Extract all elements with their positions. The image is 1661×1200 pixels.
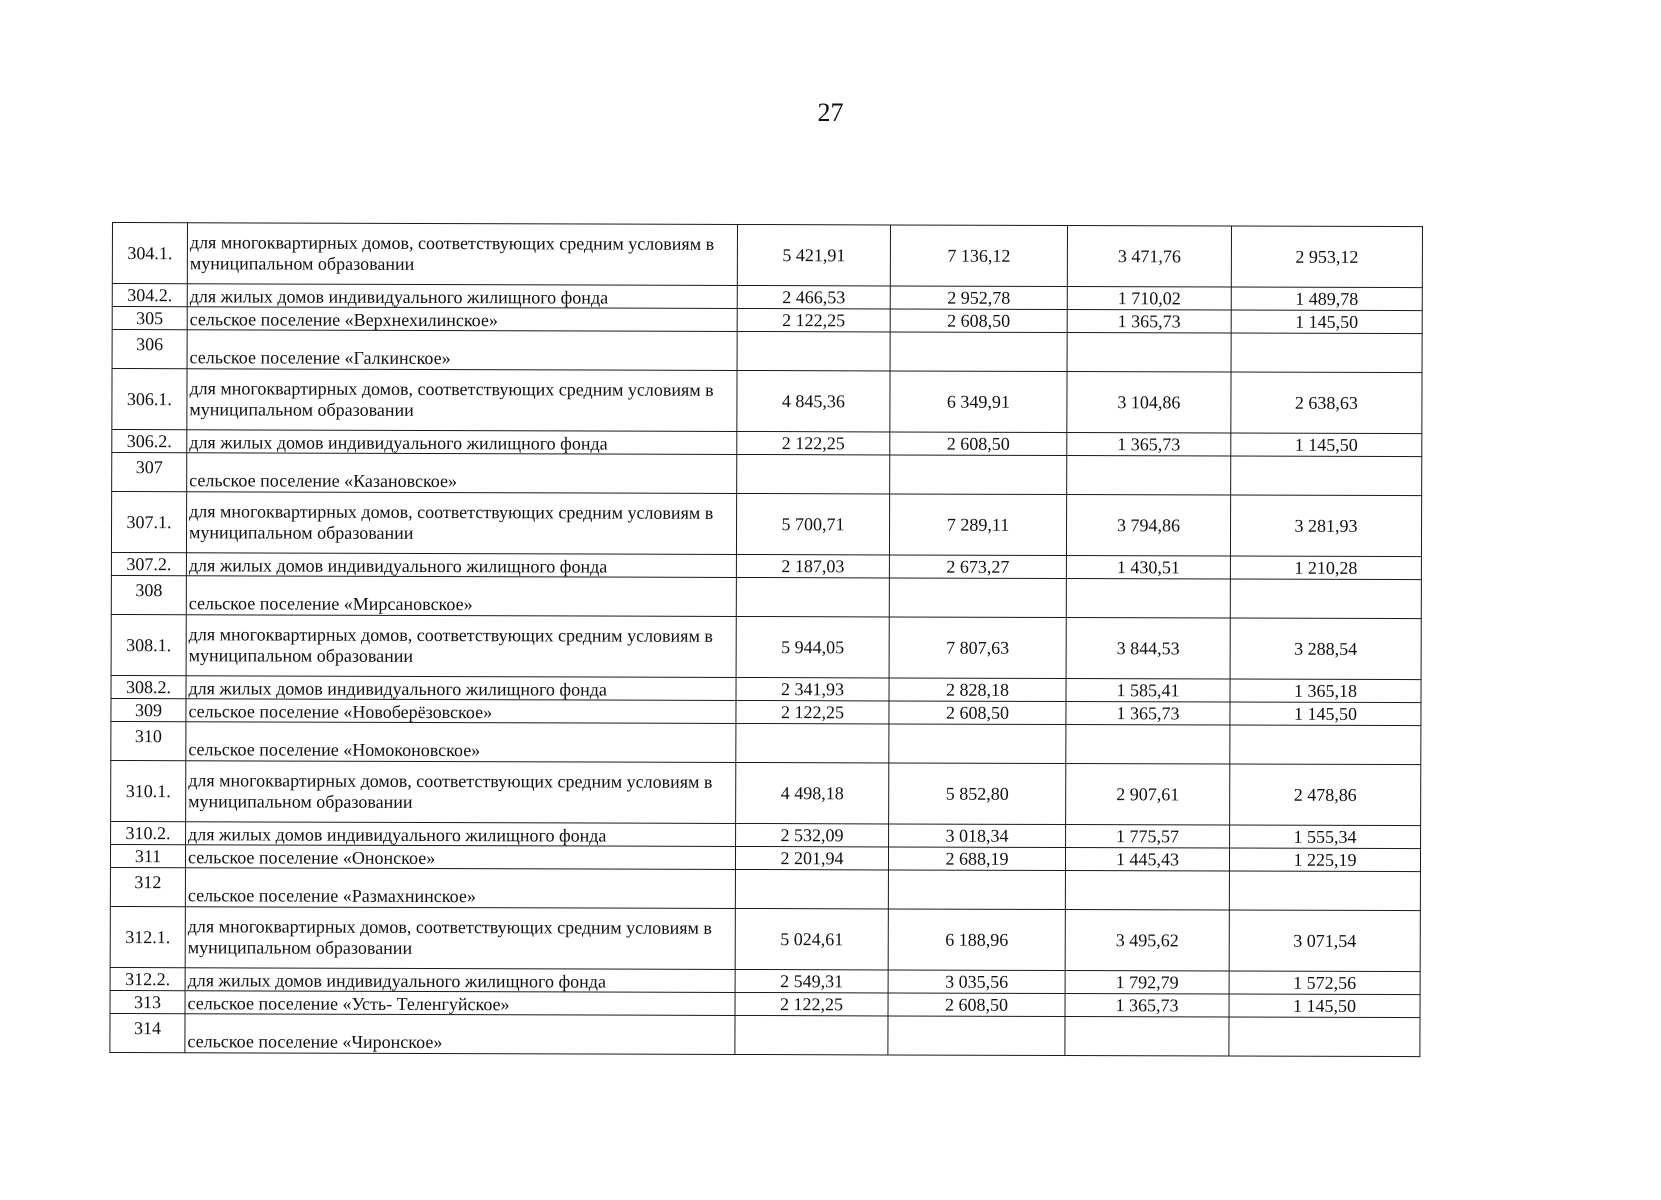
value-cell: 1 365,18 — [1230, 679, 1421, 703]
row-name: для многоквартирных домов, соответствующих средним условиям в муниципальном образовании — [187, 223, 737, 286]
row-name: для многоквартирных домов, соответствующих средним условиям в муниципальном образовании — [185, 907, 735, 970]
value-cell: 2 187,03 — [736, 554, 889, 577]
value-cell — [1065, 870, 1229, 910]
value-cell — [890, 332, 1067, 372]
value-cell: 3 104,86 — [1067, 372, 1231, 434]
value-cell — [1230, 579, 1421, 619]
table-row — [112, 430, 1422, 457]
table-row — [110, 867, 1420, 910]
value-cell: 7 289,11 — [889, 494, 1066, 556]
row-code: 304.2. — [112, 284, 187, 307]
row-name: для многоквартирных домов, соответствующих средним условиям в муниципальном образовании — [186, 492, 736, 555]
table-row — [111, 552, 1421, 579]
value-cell: 4 845,36 — [737, 370, 890, 431]
row-name: сельское поселение «Казановское» — [187, 453, 737, 494]
table-row — [111, 614, 1421, 679]
table-row — [111, 721, 1421, 764]
value-cell — [1066, 579, 1230, 619]
value-cell: 1 365,73 — [1065, 993, 1229, 1017]
table-row — [112, 223, 1422, 288]
value-cell: 1 775,57 — [1066, 824, 1230, 848]
value-cell: 1 585,41 — [1066, 678, 1230, 702]
value-cell — [889, 578, 1066, 618]
value-cell — [889, 724, 1066, 764]
value-cell: 2 828,18 — [889, 678, 1066, 702]
table-row — [110, 990, 1420, 1017]
value-cell — [888, 870, 1065, 910]
row-code: 308 — [111, 575, 186, 614]
row-name: для жилых домов индивидуального жилищного фонда — [187, 430, 737, 455]
value-cell: 4 498,18 — [736, 762, 889, 823]
table-row — [112, 330, 1422, 373]
value-cell: 2 122,25 — [735, 992, 888, 1015]
row-code: 310.1. — [111, 760, 186, 821]
value-cell: 1 430,51 — [1066, 556, 1230, 580]
value-cell — [890, 455, 1067, 495]
value-cell: 3 281,93 — [1230, 495, 1421, 557]
row-code: 307 — [112, 453, 187, 492]
value-cell: 1 555,34 — [1230, 825, 1421, 849]
row-name: для многоквартирных домов, соответствующих средним условиям в муниципальном образовании — [187, 369, 737, 432]
table-row — [112, 307, 1422, 334]
row-name: сельское поселение «Галкинское» — [187, 330, 737, 371]
value-cell — [1067, 333, 1231, 373]
table-row — [110, 967, 1420, 994]
row-code: 312 — [110, 867, 185, 906]
value-cell: 1 572,56 — [1229, 971, 1420, 995]
value-cell: 2 673,27 — [889, 555, 1066, 579]
value-cell — [737, 331, 890, 370]
value-cell — [1231, 333, 1422, 373]
value-cell: 2 608,50 — [890, 309, 1067, 333]
value-cell: 5 700,71 — [736, 493, 889, 554]
page-number: 27 — [817, 98, 844, 127]
row-name: сельское поселение «Чиронское» — [185, 1014, 735, 1055]
value-cell: 3 071,54 — [1229, 910, 1420, 972]
value-cell — [1067, 456, 1231, 496]
row-code: 304.1. — [112, 223, 187, 284]
value-cell — [736, 577, 889, 616]
row-name: для жилых домов индивидуального жилищного фонда — [185, 968, 735, 993]
table-row — [112, 453, 1422, 496]
value-cell — [1229, 1017, 1420, 1057]
row-code: 310 — [111, 721, 186, 760]
row-code: 313 — [110, 990, 185, 1013]
value-cell: 2 122,25 — [736, 700, 889, 723]
value-cell: 3 495,62 — [1065, 909, 1229, 971]
table-row — [112, 284, 1422, 311]
row-name: сельское поселение «Номоконовское» — [186, 722, 736, 763]
value-cell: 1 710,02 — [1067, 287, 1231, 311]
row-name: сельское поселение «Усть- Теленгуйское» — [185, 991, 735, 1016]
row-code: 310.2. — [111, 821, 186, 844]
value-cell: 2 341,93 — [736, 677, 889, 700]
value-cell: 5 944,05 — [736, 616, 889, 677]
value-cell: 1 145,50 — [1229, 994, 1420, 1018]
table-row — [111, 698, 1421, 725]
value-cell — [888, 1016, 1065, 1056]
value-cell: 2 608,50 — [890, 432, 1067, 456]
tariff-table — [109, 222, 1423, 1057]
value-cell: 1 145,50 — [1231, 310, 1422, 334]
value-cell: 1 145,50 — [1231, 433, 1422, 457]
value-cell — [1229, 871, 1420, 911]
value-cell: 1 210,28 — [1230, 556, 1421, 580]
row-code: 314 — [110, 1013, 185, 1052]
row-code: 307.2. — [111, 552, 186, 575]
value-cell — [1230, 725, 1421, 765]
table-row — [111, 821, 1421, 848]
row-code: 307.1. — [111, 492, 186, 553]
row-code: 312.1. — [110, 906, 185, 967]
value-cell — [735, 869, 888, 908]
table-row — [112, 369, 1422, 434]
value-cell: 1 365,73 — [1066, 701, 1230, 725]
table-row — [110, 844, 1420, 871]
value-cell — [1065, 1016, 1229, 1056]
table-row — [111, 575, 1421, 618]
row-code: 309 — [111, 698, 186, 721]
value-cell — [1231, 456, 1422, 496]
value-cell: 3 794,86 — [1066, 495, 1230, 557]
value-cell: 3 288,54 — [1230, 618, 1421, 680]
value-cell: 2 466,53 — [737, 285, 890, 308]
table-row — [111, 675, 1421, 702]
row-name: для жилых домов индивидуального жилищного фонда — [186, 553, 736, 578]
row-code: 306 — [112, 330, 187, 369]
value-cell: 2 478,86 — [1230, 764, 1421, 826]
value-cell: 2 952,78 — [890, 286, 1067, 310]
row-code: 312.2. — [110, 967, 185, 990]
value-cell: 3 035,56 — [888, 970, 1065, 994]
row-name: для жилых домов индивидуального жилищного фонда — [187, 284, 737, 309]
value-cell: 1 145,50 — [1230, 702, 1421, 726]
value-cell: 2 638,63 — [1231, 372, 1422, 434]
value-cell: 5 421,91 — [737, 224, 890, 285]
value-cell: 2 549,31 — [735, 969, 888, 992]
value-cell: 1 225,19 — [1229, 848, 1420, 872]
value-cell: 2 532,09 — [736, 823, 889, 846]
row-name: для жилых домов индивидуального жилищного фонда — [186, 676, 736, 701]
value-cell: 2 688,19 — [888, 847, 1065, 871]
row-name: сельское поселение «Верхнехилинское» — [187, 307, 737, 332]
value-cell: 2 608,50 — [888, 993, 1065, 1017]
value-cell: 3 844,53 — [1066, 617, 1230, 679]
value-cell: 2 201,94 — [735, 846, 888, 869]
value-cell: 6 349,91 — [890, 371, 1067, 433]
row-name: сельское поселение «Новоберёзовское» — [186, 699, 736, 724]
row-code: 308.2. — [111, 675, 186, 698]
value-cell: 2 122,25 — [737, 431, 890, 454]
value-cell: 1 489,78 — [1231, 287, 1422, 311]
row-name: сельское поселение «Мирсановское» — [186, 576, 736, 617]
value-cell: 3 471,76 — [1067, 226, 1231, 288]
value-cell — [736, 723, 889, 762]
value-cell: 1 365,73 — [1067, 310, 1231, 334]
value-cell: 5 024,61 — [735, 908, 888, 969]
value-cell: 1 445,43 — [1065, 847, 1229, 871]
table-row — [111, 760, 1421, 825]
row-code: 306.1. — [112, 369, 187, 430]
value-cell: 7 807,63 — [889, 617, 1066, 679]
value-cell — [735, 1015, 888, 1054]
value-cell: 1 365,73 — [1067, 433, 1231, 457]
row-name: для жилых домов индивидуального жилищного фонда — [186, 822, 736, 847]
value-cell: 1 792,79 — [1065, 970, 1229, 994]
row-name: для многоквартирных домов, соответствующих средним условиям в муниципальном образовании — [186, 615, 736, 678]
value-cell: 7 136,12 — [890, 225, 1067, 287]
row-code: 308.1. — [111, 614, 186, 675]
table-row — [111, 492, 1421, 557]
value-cell: 3 018,34 — [889, 824, 1066, 848]
value-cell: 2 122,25 — [737, 308, 890, 331]
row-code: 306.2. — [112, 430, 187, 453]
value-cell: 6 188,96 — [888, 909, 1065, 971]
row-code: 311 — [110, 844, 185, 867]
row-name: сельское поселение «Размахнинское» — [185, 868, 735, 909]
value-cell — [737, 454, 890, 493]
table-row — [110, 1013, 1420, 1056]
value-cell: 2 953,12 — [1231, 226, 1422, 288]
row-name: сельское поселение «Ононское» — [185, 845, 735, 870]
row-name: для многоквартирных домов, соответствующих средним условиям в муниципальном образовании — [186, 761, 736, 824]
value-cell — [1066, 724, 1230, 764]
value-cell: 2 608,50 — [889, 701, 1066, 725]
value-cell: 5 852,80 — [889, 763, 1066, 825]
row-code: 305 — [112, 307, 187, 330]
table-row — [110, 906, 1420, 971]
value-cell: 2 907,61 — [1066, 763, 1230, 825]
